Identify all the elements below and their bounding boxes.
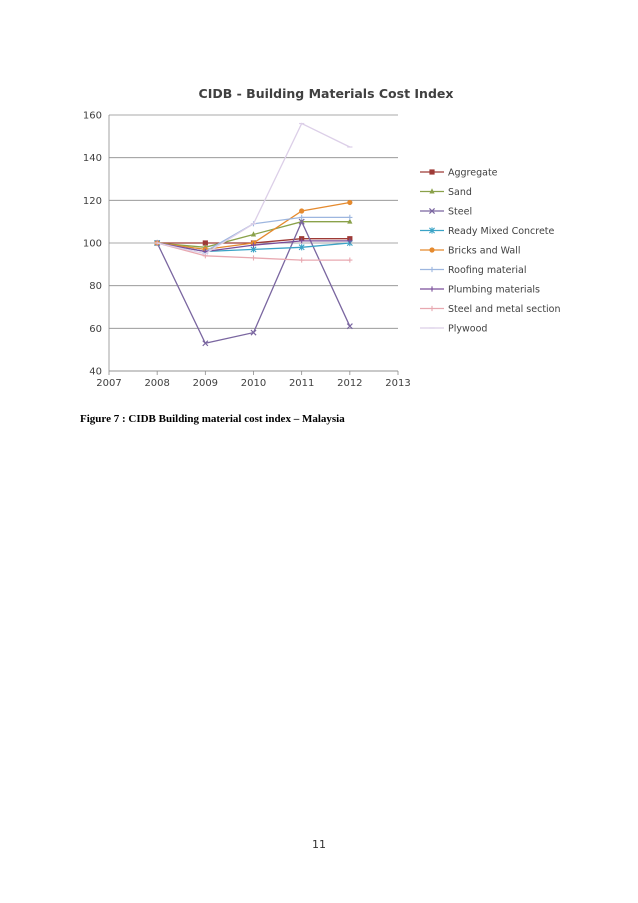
legend-item-bricks-and-wall xyxy=(420,246,521,257)
x-tick-label: 2011 xyxy=(288,378,315,389)
data-point-roofing-material xyxy=(347,215,352,220)
y-tick-label: 80 xyxy=(89,281,102,293)
x-tick-label: 2007 xyxy=(96,378,122,389)
data-point-bricks-and-wall xyxy=(299,208,304,213)
legend-swatch-marker xyxy=(429,169,434,174)
legend-item-sand xyxy=(420,187,472,198)
legend-label: Aggregate xyxy=(448,167,498,179)
x-tick-label: 2012 xyxy=(337,378,363,389)
chart-title: CIDB - Building Materials Cost Index xyxy=(198,86,454,101)
legend-item-steel-and-metal-section xyxy=(420,304,561,315)
y-tick-label: 140 xyxy=(82,153,102,165)
chart-series xyxy=(155,124,353,346)
legend-label: Sand xyxy=(448,187,472,198)
legend-label: Roofing material xyxy=(448,265,527,276)
legend-label: Ready Mixed Concrete xyxy=(448,226,555,237)
legend-swatch-marker xyxy=(429,306,434,311)
legend-label: Steel and metal section xyxy=(448,304,561,315)
page-number: 11 xyxy=(312,838,326,851)
series-line-steel xyxy=(157,222,350,344)
legend-item-aggregate xyxy=(420,168,498,179)
y-tick-label: 40 xyxy=(89,366,102,378)
legend-swatch-marker xyxy=(429,267,434,272)
legend-label: Plywood xyxy=(448,323,488,335)
x-tick-label: 2009 xyxy=(192,378,219,389)
legend-item-ready-mixed-concrete xyxy=(420,226,555,237)
legend-label: Plumbing materials xyxy=(448,284,540,296)
x-tick-label: 2013 xyxy=(385,378,411,389)
legend-label: Steel xyxy=(448,206,473,218)
data-point-bricks-and-wall xyxy=(347,200,352,205)
legend-item-steel xyxy=(420,207,472,218)
legend-swatch-marker xyxy=(429,247,434,252)
y-tick-label: 160 xyxy=(82,110,102,122)
data-point-steel-and-metal-section xyxy=(299,257,304,262)
x-tick-label: 2008 xyxy=(144,378,170,389)
legend-item-roofing-material xyxy=(420,265,527,276)
legend-label: Bricks and Wall xyxy=(448,245,521,257)
legend-item-plumbing-materials xyxy=(420,285,540,296)
x-tick-label: 2010 xyxy=(240,378,267,389)
chart-legend xyxy=(420,168,561,335)
data-point-steel-and-metal-section xyxy=(251,255,256,260)
y-tick-label: 120 xyxy=(82,195,102,207)
legend-swatch-marker xyxy=(429,286,434,291)
y-tick-label: 100 xyxy=(82,238,102,250)
figure-caption: Figure 7 : CIDB Building material cost index – Malaysia xyxy=(80,413,345,425)
y-tick-label: 60 xyxy=(89,323,102,335)
data-point-steel-and-metal-section xyxy=(347,257,352,262)
legend-item-plywood xyxy=(420,324,487,335)
